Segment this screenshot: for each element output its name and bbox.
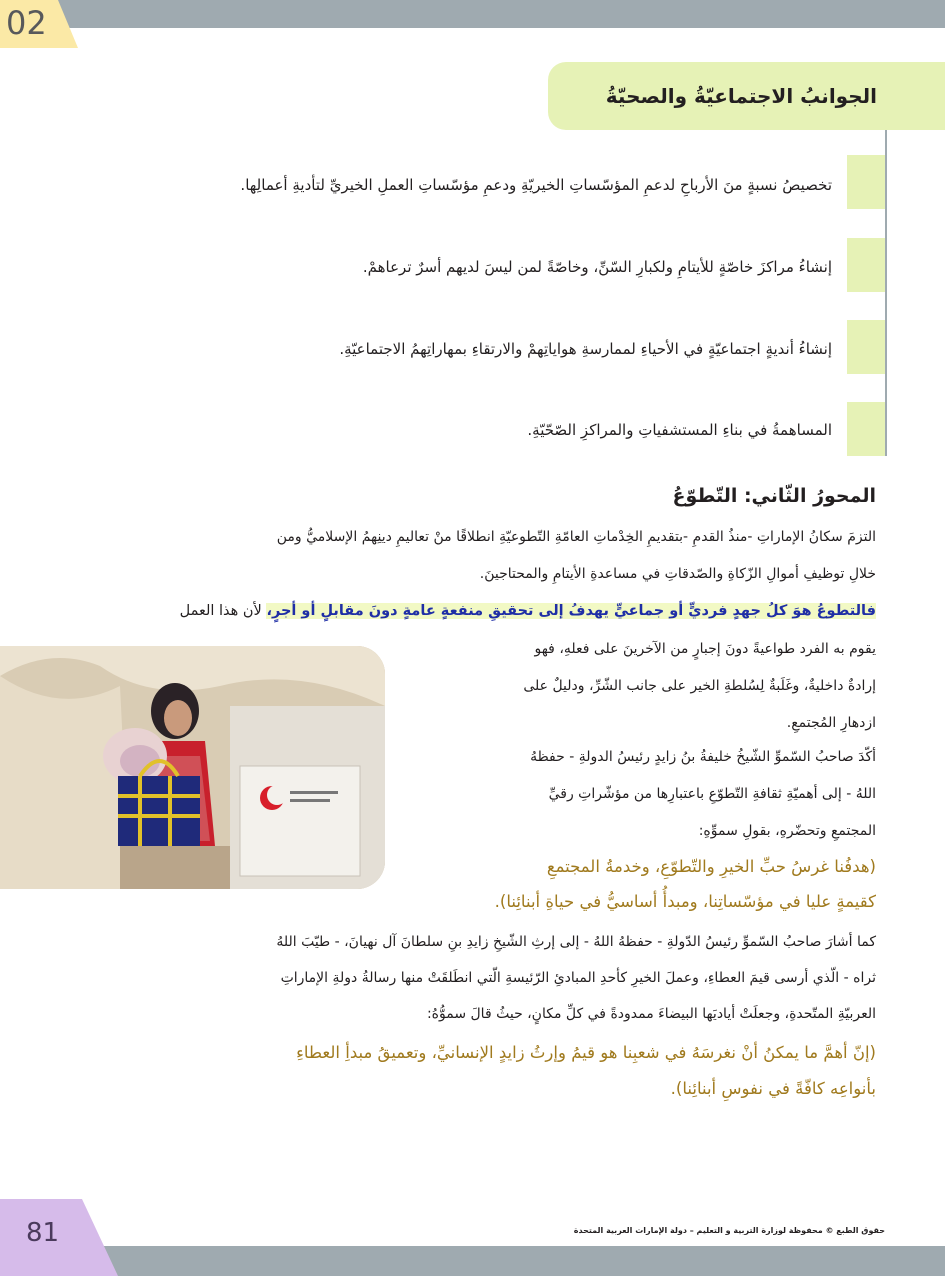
top-bar: [0, 0, 945, 28]
paragraph-line: إرادةٌ داخليةٌ، وغَلَبةٌ لِسُلطةِ الخير على جانب الشّرِّ، ودليلٌ على: [523, 678, 876, 694]
section-title: الجوانبُ الاجتماعيّةُ والصحيّةُ: [605, 84, 877, 108]
paragraph-line: كما أشارَ صاحبُ السّموِّ رئيسُ الدّولةِ - حفظهُ اللهُ - إلى إرثِ الشّيخِ زايدِ بنِ سلطانَ آل نهيانَ، - طيّبَ اللهُ: [276, 934, 876, 950]
table-row-marker: [847, 320, 885, 374]
table-row-marker: [847, 238, 885, 292]
paragraph-line: التزمَ سكانُ الإماراتِ -منذُ القدمِ -بتقديمِ الخِدْماتِ العامّةِ التّطوعيّةِ انطلاقًا منْ تعاليمِ دينِهمُ الإسلاميُّ ومن: [276, 529, 876, 545]
table-vertical-line: [885, 130, 887, 456]
paragraph-line: خلالِ توظيفِ أموالِ الزّكاةِ والصّدقاتِ في مساعدةِ الأيتامِ والمحتاجينَ.: [479, 566, 876, 582]
table-row-marker: [847, 402, 885, 456]
axis-title: المحورُ الثّاني: التّطوّعُ: [672, 485, 876, 507]
quote-line: بأنواعِه كافّةً في نفوسِ أبنائِنا).: [670, 1079, 876, 1098]
paragraph-line: أكّدَ صاحبُ السّموِّ الشّيخُ خليفةُ بنُ زايدٍ رئيسُ الدولةِ - حفظهُ: [530, 749, 876, 765]
quote-line: كقيمةٍ عليا في مؤسّساتِنا، ومبدأُ أساسيُّ في حياةِ أبنائِنا).: [494, 892, 876, 911]
paragraph-line: المجتمعِ وتحضّرهِ، بقولِ سموِّهِ:: [698, 823, 876, 839]
definition-line: [70, 603, 876, 619]
copyright-notice: حقوق الطبع © محفوظة لوزارة التربية و التعليم – دولة الإمارات العربية المتحدة: [573, 1226, 885, 1235]
definition-highlight: فالتطوعُ هوَ كلُ جهدٍ فرديٍّ أو جماعيٍّ يهدفُ إلى تحقيقِ منفعةٍ عامةٍ دونَ مقابلٍ أو أجرٍ،: [266, 603, 876, 619]
table-row-text: المساهمةُ في بناءِ المستشفياتِ والمراكزِ الصّحّيّةِ.: [527, 421, 832, 439]
paragraph-line: ازدهارِ المُجتمعِ.: [786, 715, 876, 731]
paragraph-line: ثراه - الّذي أرسى قيمَ العطاءِ، وعملَ الخيرِ كأحدِ المبادئِ الرّئيسةِ الّتي انطَلقَتْ منها رسالةُ دولةِ الإماراتِ: [280, 970, 876, 986]
definition-rest: لأن هذا العمل: [179, 603, 267, 619]
table-row-marker: [847, 155, 885, 209]
table-row-text: إنشاءُ أنديةٍ اجتماعيّةٍ في الأحياءِ لممارسةِ هواياتِهمْ والارتقاءِ بمهاراتِهمُ الاجتماعيّةِ.: [339, 340, 832, 358]
volunteer-photo: [0, 646, 385, 889]
page-number: 81: [26, 1218, 60, 1248]
quote-line: (إنّ أهمَّ ما يمكنُ أنْ نغرسَهُ في شعبِنا هو قيمُ وإرثُ زايدٍ الإنسانيِّ، وتعميقُ مبدأِ العطاءِ: [296, 1043, 876, 1062]
table-row-text: إنشاءُ مراكزَ خاصّةٍ للأيتامِ ولكبارِ السّنِّ، وخاصّةً لمن ليسَ لديهم أسرٌ ترعاهمْ.: [362, 258, 832, 276]
section-title-box: [548, 62, 945, 130]
volunteer-illustration: [0, 646, 385, 889]
paragraph-line: يقوم به الفرد طواعيةً دونَ إجبارٍ من الآخرينَ على فعلهِ، فهو: [534, 641, 876, 657]
paragraph-line: العربيّةِ المتّحدةِ، وجعلَتْ أياديَها البيضاءَ ممدودةً في كلِّ مكانٍ، حيثُ قالَ سموُّهُ:: [426, 1006, 876, 1022]
quote-line: (هدفُنا غرسُ حبِّ الخيرِ والتّطوّعِ، وخدمةُ المجتمعِ: [546, 857, 876, 876]
chapter-number: 02: [6, 4, 47, 42]
paragraph-line: اللهُ - إلى أهميّةِ ثقافةِ التّطوّعِ باعتبارِها من مؤشّراتِ رقيِّ: [548, 786, 876, 802]
bottom-bar: [0, 1246, 945, 1276]
table-row-text: تخصيصُ نسبةٍ منَ الأرباحِ لدعمِ المؤسّساتِ الخيريّةِ ودعمِ مؤسّساتِ العملِ الخيريِّ لتأديةِ أعمالِها.: [240, 176, 832, 194]
